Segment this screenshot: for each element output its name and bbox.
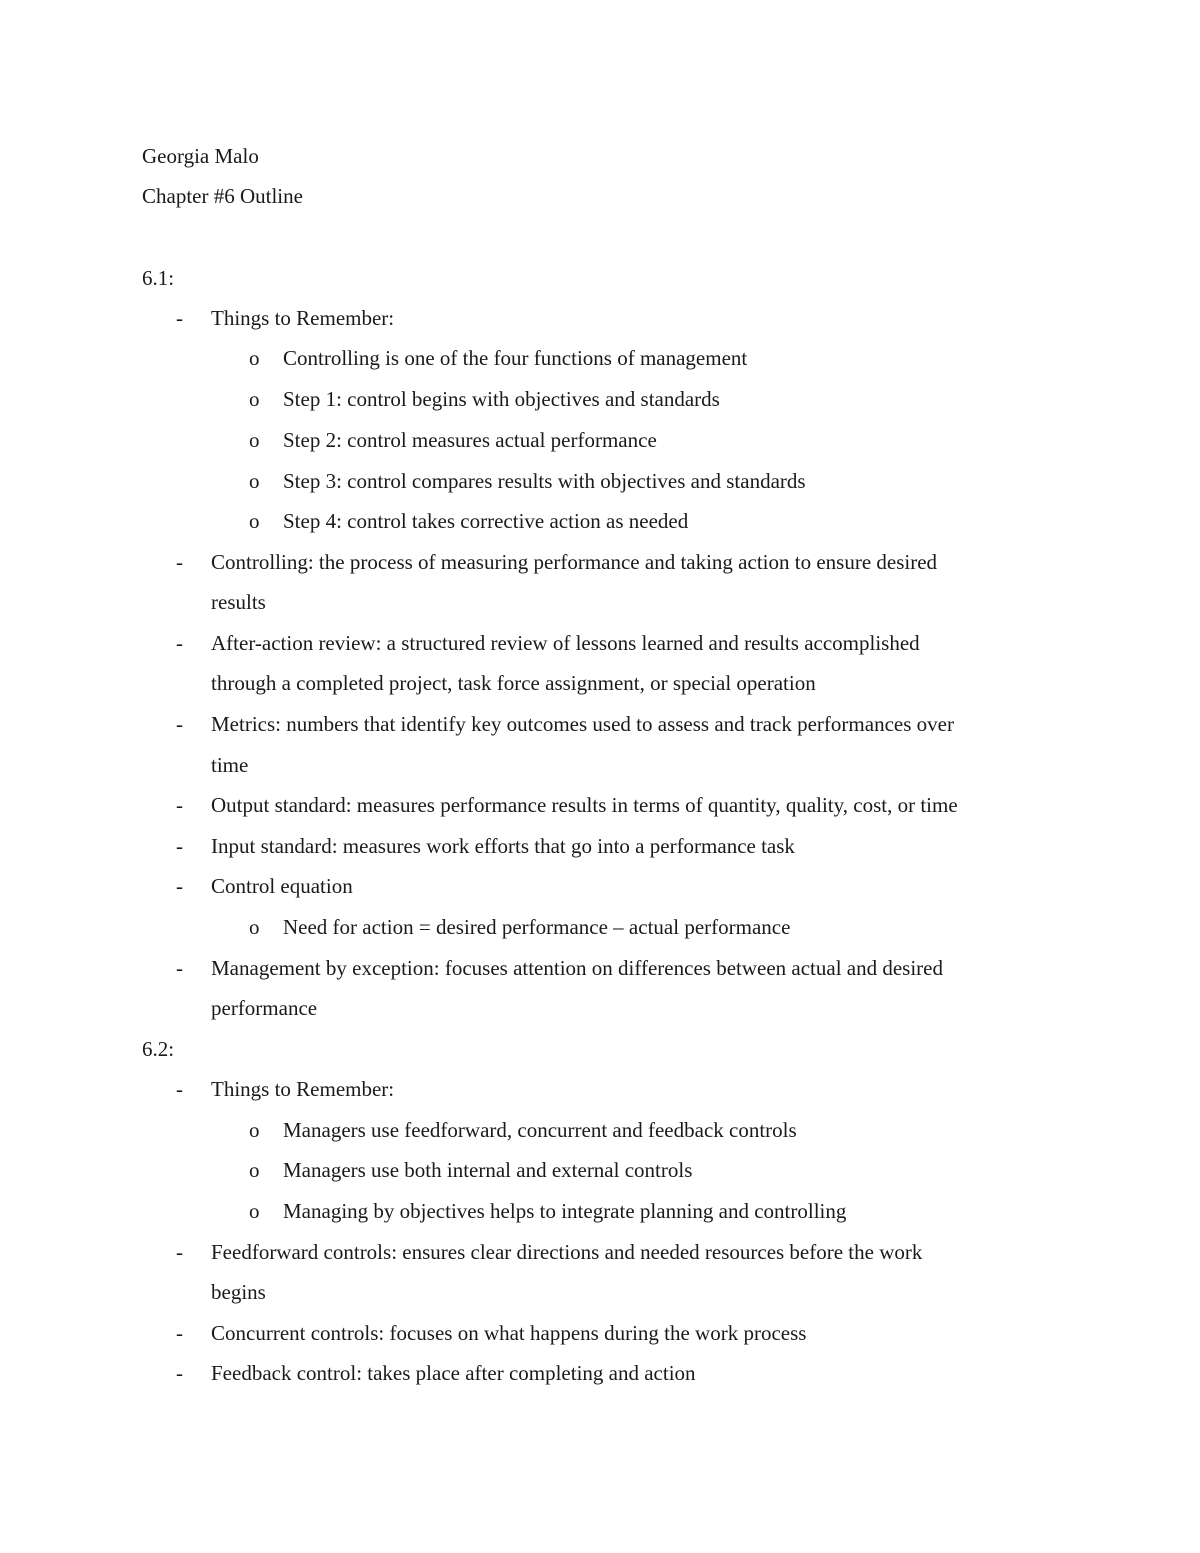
outline-subitem: Managers use feedforward, concurrent and feedback controls (283, 1118, 797, 1142)
circle-bullet: o (249, 1118, 260, 1142)
dash-bullet: - (176, 550, 183, 574)
outline-item: Feedback control: takes place after completing and action (211, 1361, 696, 1385)
dash-bullet: - (176, 1321, 183, 1345)
dash-bullet: - (176, 1361, 183, 1385)
outline-item: Concurrent controls: focuses on what happens during the work process (211, 1321, 807, 1345)
dash-bullet: - (176, 834, 183, 858)
dash-bullet: - (176, 956, 183, 980)
outline-subitem: Step 1: control begins with objectives and standards (283, 387, 720, 411)
outline-subitem: Managers use both internal and external controls (283, 1158, 693, 1182)
dash-bullet: - (176, 874, 183, 898)
outline-item: Feedforward controls: ensures clear directions and needed resources before the work (211, 1240, 923, 1264)
author-name: Georgia Malo (142, 144, 259, 168)
outline-item-continuation: begins (211, 1280, 266, 1304)
circle-bullet: o (249, 1199, 260, 1223)
circle-bullet: o (249, 509, 260, 533)
outline-item-continuation: results (211, 590, 266, 614)
outline-item: Control equation (211, 874, 353, 898)
circle-bullet: o (249, 1158, 260, 1182)
outline-item: Output standard: measures performance results in terms of quantity, quality, cost, or time (211, 793, 958, 817)
outline-item-continuation: through a completed project, task force assignment, or special operation (211, 671, 816, 695)
outline-item: After-action review: a structured review of lessons learned and results accomplished (211, 631, 920, 655)
outline-item: Things to Remember: (211, 306, 395, 330)
circle-bullet: o (249, 428, 260, 452)
section-heading: 6.1: (142, 266, 175, 290)
dash-bullet: - (176, 306, 183, 330)
outline-item: Management by exception: focuses attention on differences between actual and desired (211, 956, 943, 980)
document-title: Chapter #6 Outline (142, 184, 303, 208)
outline-item-continuation: time (211, 753, 249, 777)
circle-bullet: o (249, 915, 260, 939)
outline-subitem: Step 4: control takes corrective action as needed (283, 509, 689, 533)
outline-item: Controlling: the process of measuring performance and taking action to ensure desired (211, 550, 938, 574)
dash-bullet: - (176, 712, 183, 736)
outline-subitem: Need for action = desired performance – actual performance (283, 915, 791, 939)
dash-bullet: - (176, 1240, 183, 1264)
circle-bullet: o (249, 387, 260, 411)
outline-subitem: Controlling is one of the four functions of management (283, 346, 748, 370)
outline-item: Metrics: numbers that identify key outcomes used to assess and track performances over (211, 712, 954, 736)
outline-item-continuation: performance (211, 996, 318, 1020)
dash-bullet: - (176, 1077, 183, 1101)
outline-item: Input standard: measures work efforts that go into a performance task (211, 834, 795, 858)
outline-subitem: Step 3: control compares results with objectives and standards (283, 469, 806, 493)
outline-subitem: Step 2: control measures actual performance (283, 428, 657, 452)
outline-subitem: Managing by objectives helps to integrate planning and controlling (283, 1199, 847, 1223)
circle-bullet: o (249, 469, 260, 493)
section-heading: 6.2: (142, 1037, 175, 1061)
dash-bullet: - (176, 793, 183, 817)
outline-item: Things to Remember: (211, 1077, 395, 1101)
circle-bullet: o (249, 346, 260, 370)
dash-bullet: - (176, 631, 183, 655)
